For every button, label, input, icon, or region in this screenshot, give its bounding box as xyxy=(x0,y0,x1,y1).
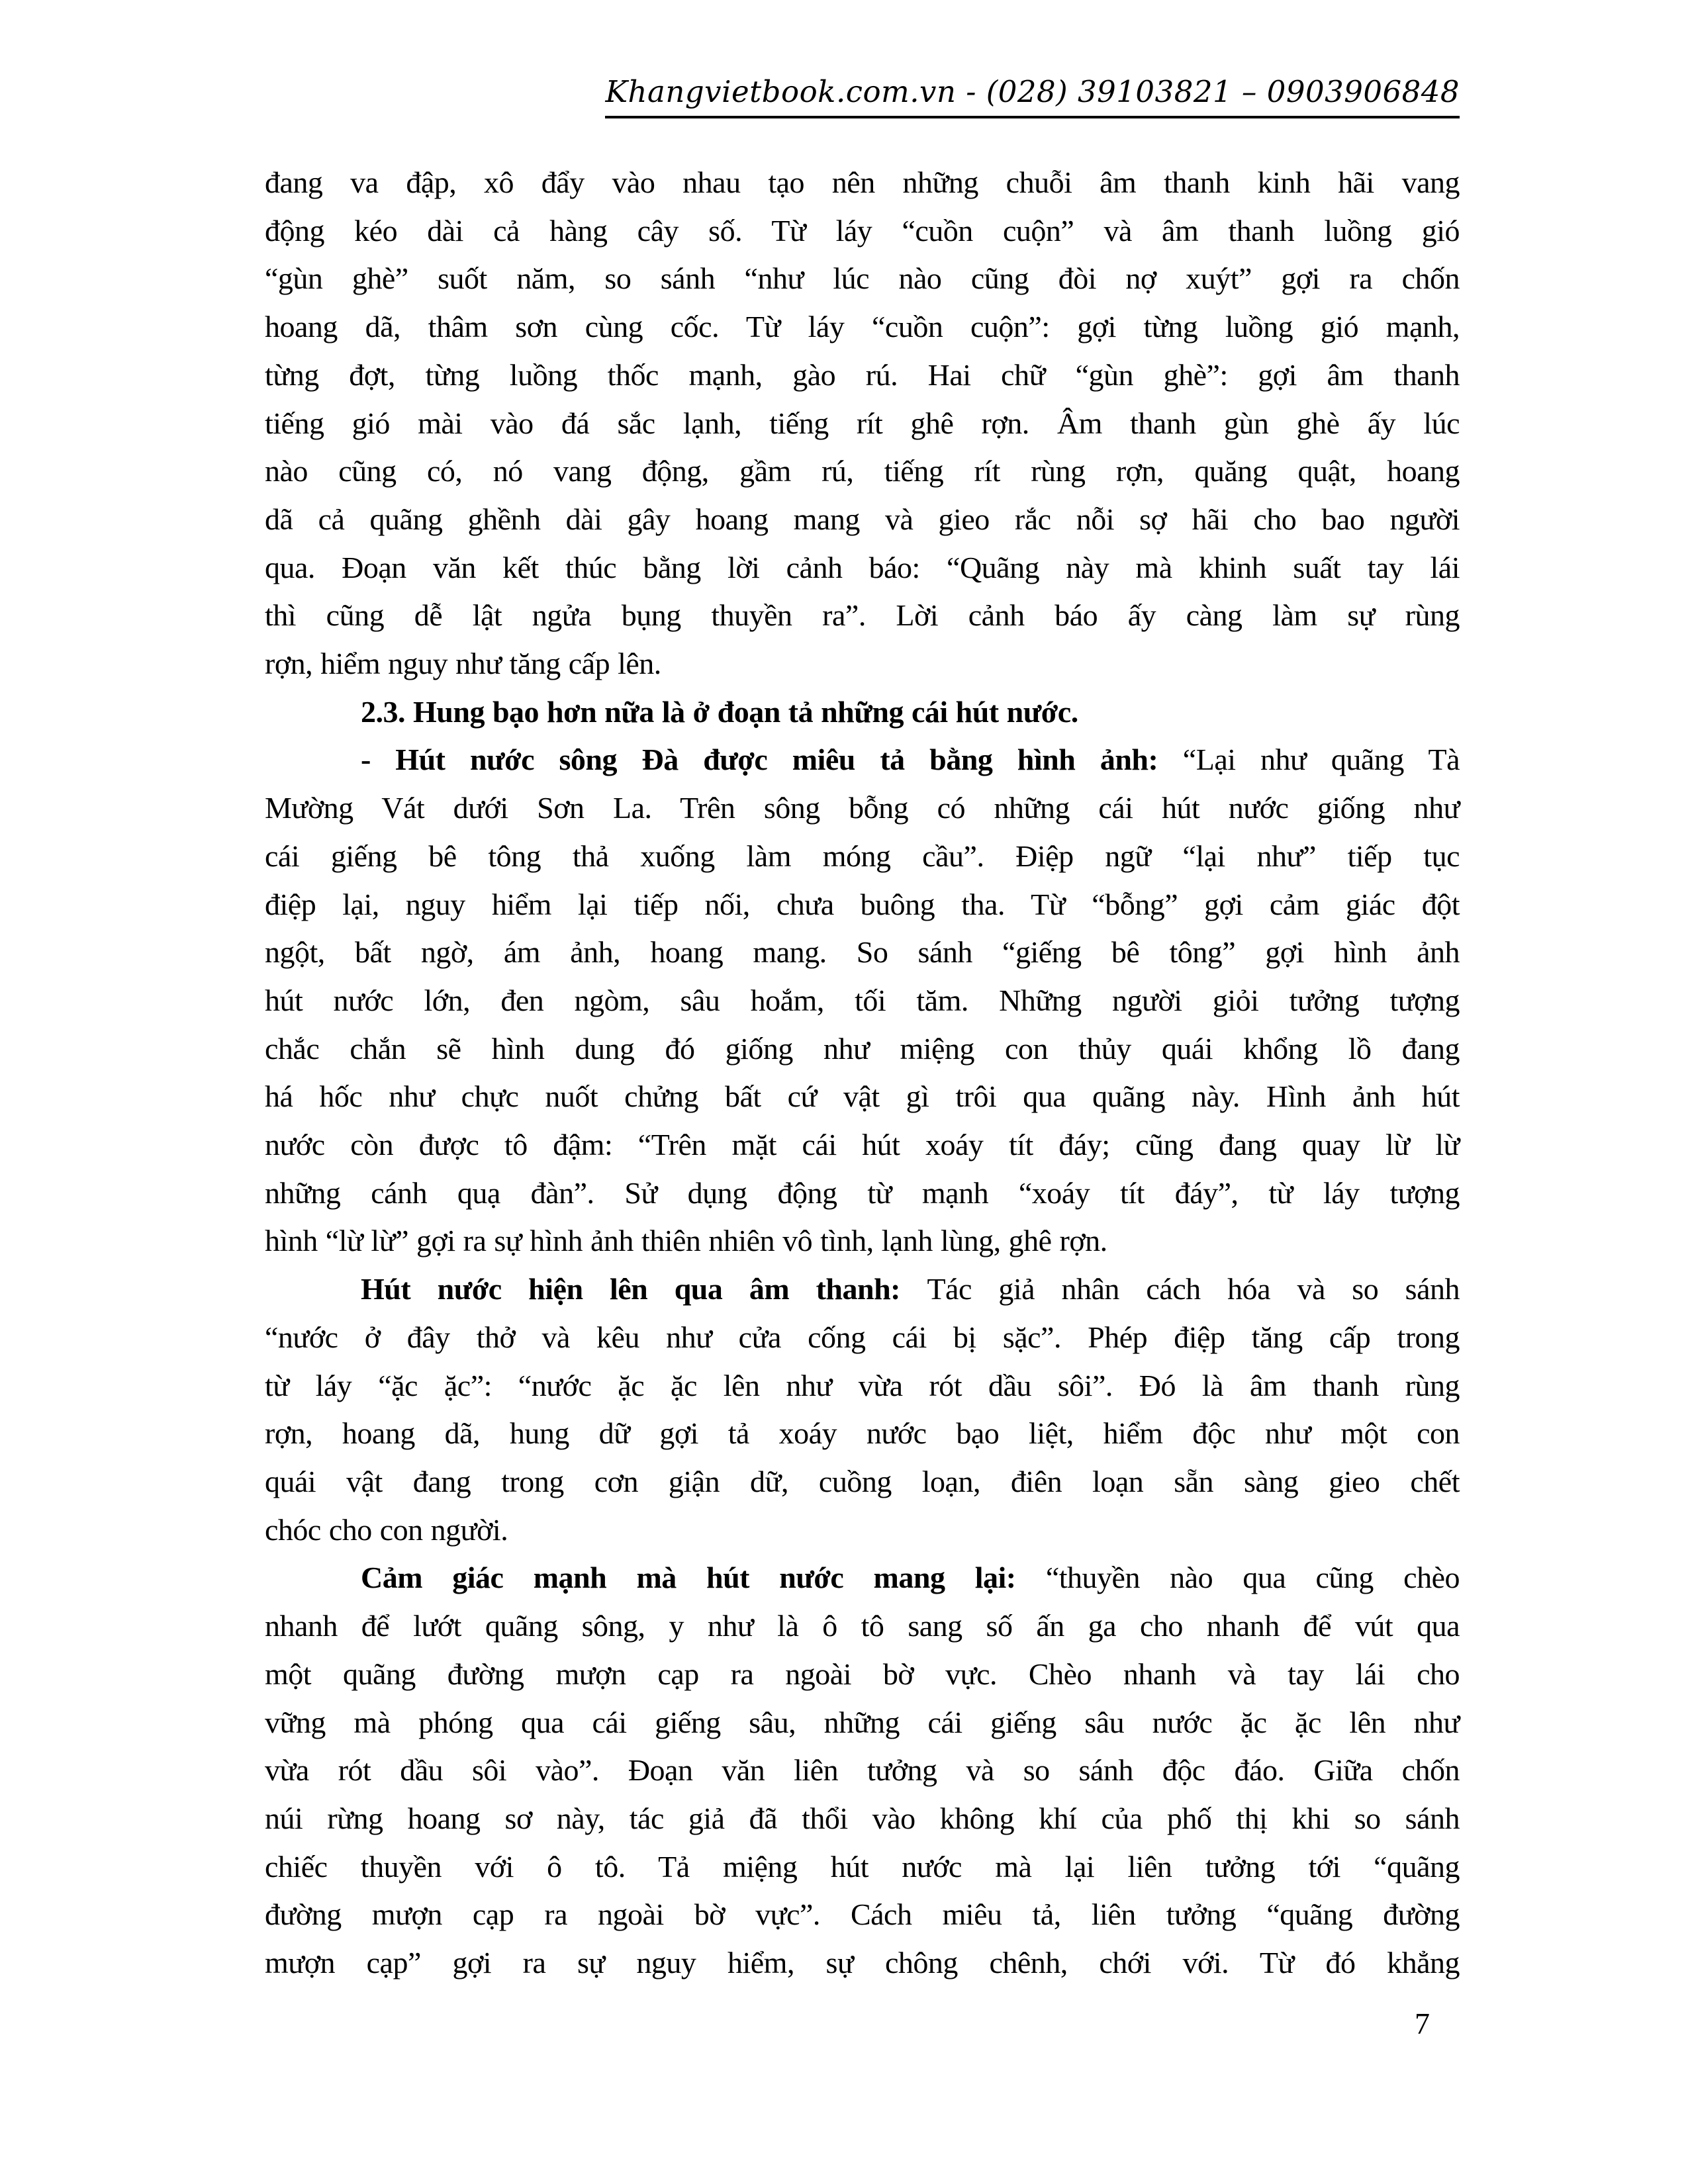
text-line xyxy=(265,1025,1460,1073)
paragraph-hut-nuoc-am-thanh xyxy=(265,1265,1460,1554)
text-line xyxy=(265,736,1460,784)
bold-text-segment: 2.3. Hung bạo hơn nữa là ở đoạn tả những cái hút nước. xyxy=(361,694,1078,729)
text-line xyxy=(265,881,1460,929)
text-segment: thì cũng dễ lật ngửa bụng thuyền ra”. Lời cảnh báo ấy càng làm sự rùng xyxy=(265,598,1460,633)
text-segment: chắc chắn sẽ hình dung đó giống như miệng con thủy quái khổng lồ đang xyxy=(265,1031,1460,1066)
paragraph-hut-nuoc-hinh-anh xyxy=(265,736,1460,1265)
continued-paragraph-am-thanh-thac xyxy=(265,159,1460,688)
text-line xyxy=(265,1314,1460,1362)
text-segment: điệp lại, nguy hiểm lại tiếp nối, chưa buông tha. Từ “bỗng” gợi cảm giác đột xyxy=(265,887,1460,921)
text-line xyxy=(265,303,1460,351)
text-segment: hút nước lớn, đen ngòm, sâu hoắm, tối tăm. Những người giỏi tưởng tượng xyxy=(265,983,1460,1017)
text-line xyxy=(265,1506,1460,1555)
text-line xyxy=(265,1410,1460,1458)
text-segment: chóc cho con người. xyxy=(265,1512,508,1547)
text-line xyxy=(265,1458,1460,1506)
text-line xyxy=(265,207,1460,255)
text-segment: động kéo dài cả hàng cây số. Từ láy “cuồn cuộn” và âm thanh luồng gió xyxy=(265,213,1460,248)
page-body xyxy=(265,159,1460,1987)
text-segment: qua. Đoạn văn kết thúc bằng lời cảnh báo: “Quãng này mà khinh suất tay lái xyxy=(265,550,1460,584)
text-segment: đang va đập, xô đẩy vào nhau tạo nên những chuỗi âm thanh kinh hãi vang xyxy=(265,165,1460,199)
text-line xyxy=(265,977,1460,1025)
text-segment: Tác giả nhân cách hóa và so sánh xyxy=(927,1272,1460,1306)
section-heading-2-3 xyxy=(265,688,1460,737)
text-segment: “Lại như quãng Tà xyxy=(1182,743,1460,777)
bold-text-segment: - Hút nước sông Đà được miêu tả bằng hình ảnh: xyxy=(361,743,1183,777)
text-line xyxy=(265,1795,1460,1843)
text-segment: dã cả quãng ghềnh dài gây hoang mang và gieo rắc nỗi sợ hãi cho bao người xyxy=(265,502,1460,536)
page-number: 7 xyxy=(1415,2007,1430,2040)
text-segment: Mường Vát dưới Sơn La. Trên sông bỗng có những cái hút nước giống như xyxy=(265,791,1460,825)
text-segment: “gùn ghè” suốt năm, so sánh “như lúc nào cũng đòi nợ xuýt” gợi ra chốn xyxy=(265,261,1460,296)
text-segment: nước còn được tô đậm: “Trên mặt cái hút xoáy tít đáy; cũng đang quay lừ lừ xyxy=(265,1128,1460,1162)
text-line xyxy=(265,1554,1460,1602)
text-segment: chiếc thuyền với ô tô. Tả miệng hút nước mà lại liên tưởng tới “quãng xyxy=(265,1849,1460,1884)
text-line xyxy=(265,1843,1460,1891)
text-segment: đường mượn cạp ra ngoài bờ vực”. Cách miêu tả, liên tưởng “quãng đường xyxy=(265,1897,1460,1932)
text-line xyxy=(265,1362,1460,1410)
text-line xyxy=(265,1121,1460,1169)
text-segment: tiếng gió mài vào đá sắc lạnh, tiếng rít ghê rợn. Âm thanh gùn ghè ấy lúc xyxy=(265,406,1460,440)
text-line xyxy=(265,1169,1460,1218)
text-segment: “nước ở đây thở và kêu như cửa cống cái bị sặc”. Phép điệp tăng cấp trong xyxy=(265,1320,1460,1354)
text-segment: mượn cạp” gợi ra sự nguy hiểm, sự chông chênh, chới với. Từ đó khẳng xyxy=(265,1946,1460,1980)
header-website-phone: Khangvietbook.com.vn - (028) 39103821 – 0903906848 xyxy=(605,74,1460,118)
text-segment: vừa rót dầu sôi vào”. Đoạn văn liên tưởng và so sánh độc đáo. Giữa chốn xyxy=(265,1753,1460,1788)
text-line xyxy=(265,159,1460,207)
text-line xyxy=(265,1939,1460,1987)
text-segment: những cánh quạ đàn”. Sử dụng động từ mạnh “xoáy tít đáy”, từ láy tượng xyxy=(265,1175,1460,1210)
text-segment: “thuyền nào qua cũng chèo xyxy=(1045,1561,1460,1595)
text-segment: nhanh để lướt quãng sông, y như là ô tô sang số ấn ga cho nhanh để vút qua xyxy=(265,1609,1460,1643)
text-segment: từ láy “ặc ặc”: “nước ặc ặc lên như vừa rót dầu sôi”. Đó là âm thanh rùng xyxy=(265,1368,1460,1402)
text-line xyxy=(265,496,1460,544)
text-segment: hình “lừ lừ” gợi ra sự hình ảnh thiên nhiên vô tình, lạnh lùng, ghê rợn. xyxy=(265,1224,1107,1258)
text-segment: một quãng đường mượn cạp ra ngoài bờ vực. Chèo nhanh và tay lái cho xyxy=(265,1657,1460,1691)
text-segment: núi rừng hoang sơ này, tác giả đã thổi vào không khí của phố thị khi so sánh xyxy=(265,1801,1460,1835)
text-line xyxy=(265,688,1460,737)
text-line xyxy=(265,255,1460,303)
bold-text-segment: Hút nước hiện lên qua âm thanh: xyxy=(361,1272,927,1306)
text-line xyxy=(265,1651,1460,1699)
text-line xyxy=(265,400,1460,448)
text-segment: ngột, bất ngờ, ám ảnh, hoang mang. So sánh “giếng bê tông” gợi hình ảnh xyxy=(265,935,1460,970)
bold-text-segment: Cảm giác mạnh mà hút nước mang lại: xyxy=(361,1561,1046,1595)
paragraph-cam-giac-manh xyxy=(265,1554,1460,1987)
text-line xyxy=(265,1602,1460,1651)
text-segment: rợn, hoang dã, hung dữ gợi tả xoáy nước bạo liệt, hiểm độc như một con xyxy=(265,1416,1460,1451)
text-line xyxy=(265,1265,1460,1314)
text-segment: quái vật đang trong cơn giận dữ, cuồng loạn, điên loạn sẵn sàng gieo chết xyxy=(265,1464,1460,1498)
text-line xyxy=(265,1073,1460,1121)
text-segment: hoang dã, thâm sơn cùng cốc. Từ láy “cuồn cuộn”: gợi từng luồng gió mạnh, xyxy=(265,310,1460,344)
text-segment: từng đợt, từng luồng thốc mạnh, gào rú. Hai chữ “gùn ghè”: gợi âm thanh xyxy=(265,357,1460,392)
text-segment: nào cũng có, nó vang động, gầm rú, tiếng rít rùng rợn, quăng quật, hoang xyxy=(265,454,1460,488)
text-line xyxy=(265,544,1460,592)
text-line xyxy=(265,1747,1460,1795)
text-line xyxy=(265,1891,1460,1939)
text-line xyxy=(265,784,1460,833)
text-segment: cái giếng bê tông thả xuống làm móng cầu”. Điệp ngữ “lại như” tiếp tục xyxy=(265,839,1460,873)
text-line xyxy=(265,929,1460,977)
text-line xyxy=(265,833,1460,881)
text-segment: há hốc như chực nuốt chửng bất cứ vật gì trôi qua quãng này. Hình ảnh hút xyxy=(265,1079,1460,1114)
text-line xyxy=(265,351,1460,400)
page-header xyxy=(265,74,1460,118)
text-line xyxy=(265,1699,1460,1747)
text-line xyxy=(265,640,1460,688)
text-segment: vững mà phóng qua cái giếng sâu, những cái giếng sâu nước ặc ặc lên như xyxy=(265,1705,1460,1739)
text-line xyxy=(265,1217,1460,1265)
text-segment: rợn, hiểm nguy như tăng cấp lên. xyxy=(265,647,661,681)
text-line xyxy=(265,447,1460,496)
text-line xyxy=(265,592,1460,640)
